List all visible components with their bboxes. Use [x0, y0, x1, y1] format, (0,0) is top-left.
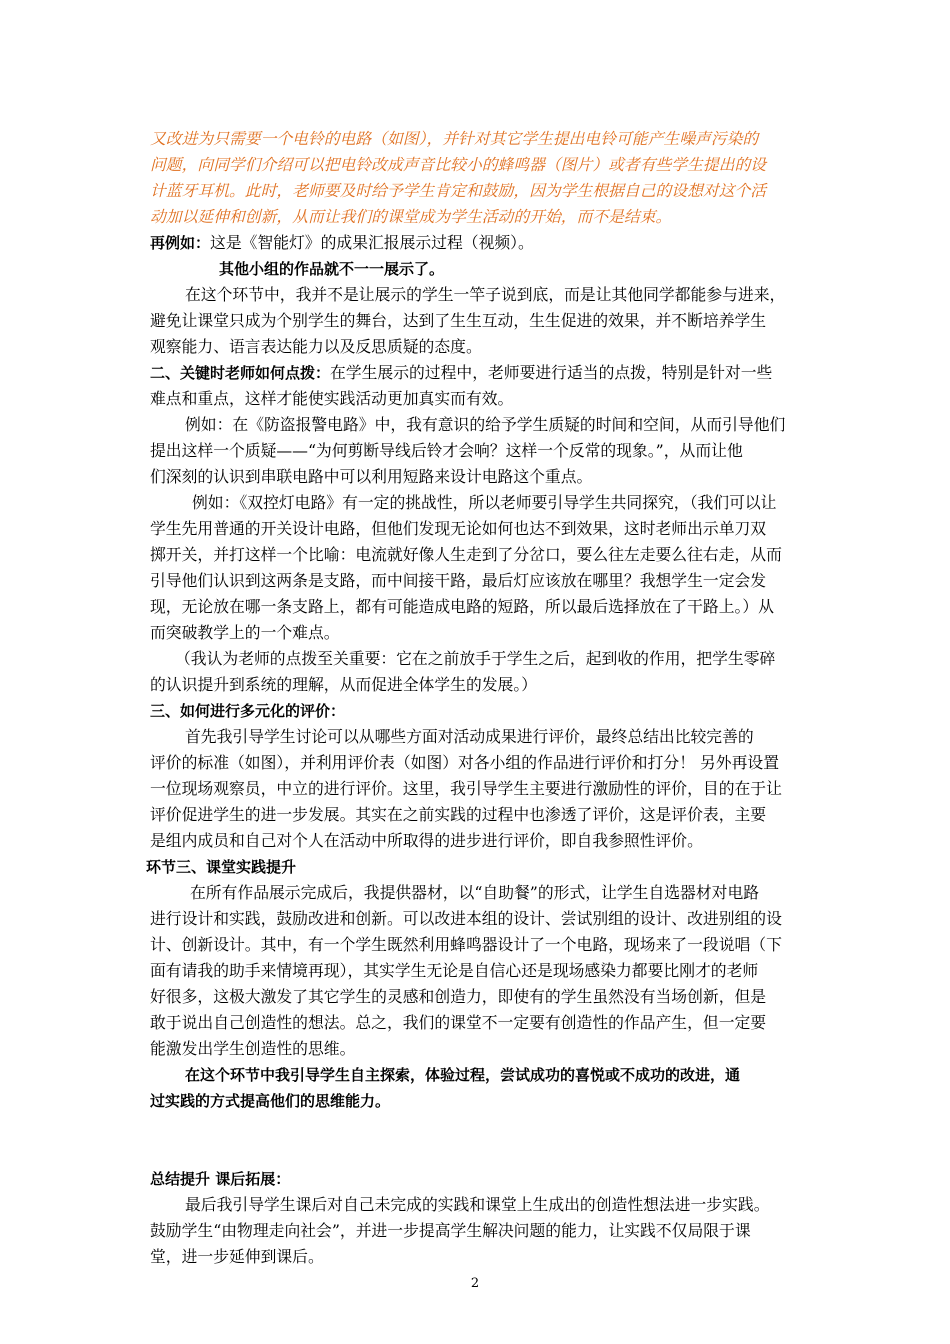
paragraph-line: 是组内成员和自己对个人在活动中所取得的进步进行评价，即自我参照性评价。: [150, 831, 703, 850]
paragraph-line: 观察能力、语言表达能力以及反思质疑的态度。: [150, 337, 482, 356]
summary-line: 过实践的方式提高他们的思维能力。: [150, 1092, 391, 1110]
paragraph-line: 例如：《双控灯电路》有一定的挑战性，所以老师要引导学生共同探究，（我们可以让: [192, 493, 777, 512]
paragraph-line: 难点和重点，这样才能使实践活动更加真实而有效。: [150, 389, 514, 408]
paragraph-line: 例如：在《防盗报警电路》中，我有意识的给予学生质疑的时间和空间，从而引导他们: [185, 415, 786, 434]
paragraph-line: 现，无论放在哪一条支路上，都有可能造成电路的短路，所以最后选择放在了干路上。）从: [150, 597, 774, 616]
summary-line: 在这个环节中我引导学生自主探索，体验过程，尝试成功的喜悦或不成功的改进，通: [185, 1066, 741, 1084]
paragraph-line: 计、创新设计。其中，有一个学生既然利用蜂鸣器设计了一个电路，现场来了一段说唱（下: [150, 935, 782, 954]
paragraph-line: 能激发出学生创造性的思维。: [150, 1039, 356, 1058]
intro-line: 问题，向同学们介绍可以把电铃改成声音比较小的蜂鸣器（图片）或者有些学生提出的设: [150, 155, 767, 174]
paragraph-line: 最后我引导学生课后对自己未完成的实践和课堂上生成出的创造性想法进一步实践。: [185, 1195, 770, 1214]
paragraph-line: 而突破教学上的一个难点。: [150, 623, 340, 642]
paragraph-line: 鼓励学生“由物理走向社会”，并进一步提高学生解决问题的能力，让实践不仅局限于课: [150, 1221, 751, 1240]
paragraph-line: 评价的标准（如图），并利用评价表（如图）对各小组的作品进行评价和打分！ 另外再设置: [150, 753, 779, 772]
paragraph-line: （我认为老师的点拨至关重要：它在之前放手于学生之后，起到收的作用，把学生零碎: [175, 649, 776, 668]
intro-line: 动加以延伸和创新，从而让我们的课堂成为学生活动的开始，而不是结束。: [150, 207, 672, 226]
paragraph-line: 掷开关，并打这样一个比喻：电流就好像人生走到了分岔口，要么往左走要么往右走，从而: [150, 545, 782, 564]
paragraph-line: 的认识提升到系统的理解，从而促进全体学生的发展。）: [150, 675, 538, 694]
link3-heading: 环节三、课堂实践提升: [146, 858, 297, 876]
section2-text: 在学生展示的过程中，老师要进行适当的点拨，特别是针对一些: [330, 363, 773, 382]
paragraph-line: 在这个环节中，我并不是让展示的学生一竿子说到底，而是让其他同学都能参与进来，: [185, 285, 786, 304]
paragraph-line: 评价促进学生的进一步发展。其实在之前实践的过程中也渗透了评价，这是评价表，主要: [150, 805, 767, 824]
section2-heading: 二、关键时老师如何点拨：: [150, 364, 331, 382]
section2-line: [150, 362, 772, 384]
paragraph-line: 在所有作品展示完成后，我提供器材，以“自助餐”的形式，让学生自选器材对电路: [190, 883, 760, 902]
paragraph-line: 进行设计和实践，鼓励改进和创新。可以改进本组的设计、尝试别组的设计、改进别组的设: [150, 909, 782, 928]
paragraph-line: 提出这样一个质疑——“为何剪断导线后铃才会响？这样一个反常的现象。”，从而让他: [150, 441, 743, 460]
intro-line: 计蓝牙耳机。此时，老师要及时给予学生肯定和鼓励，因为学生根据自己的设想对这个活: [150, 181, 767, 200]
example2-line: [150, 232, 534, 254]
intro-line: 又改进为只需要一个电铃的电路（如图），并针对其它学生提出电铃可能产生噪声污染的: [150, 129, 759, 148]
paragraph-line: 一位现场观察员，中立的进行评价。这里，我引导学生主要进行激励性的评价，目的在于让: [150, 779, 782, 798]
paragraph-line: 敢于说出自己创造性的想法。总之，我们的课堂不一定要有创造性的作品产生，但一定要: [150, 1013, 767, 1032]
paragraph-line: 学生先用普通的开关设计电路，但他们发现无论如何也达不到效果，这时老师出示单刀双: [150, 519, 767, 538]
paragraph-line: 好很多，这极大激发了其它学生的灵感和创造力，即使有的学生虽然没有当场创新，但是: [150, 987, 767, 1006]
paragraph-line: 堂，进一步延伸到课后。: [150, 1247, 324, 1266]
conclusion-heading: 总结提升 课后拓展：: [150, 1170, 291, 1188]
other-groups-note: 其他小组的作品就不一一展示了。: [219, 260, 445, 278]
example2-text: 这是《智能灯》的成果汇报展示过程（视频）。: [210, 233, 534, 252]
paragraph-line: 们深刻的认识到串联电路中可以利用短路来设计电路这个重点。: [150, 467, 593, 486]
paragraph-line: 避免让课堂只成为个别学生的舞台，达到了生生互动，生生促进的效果，并不断培养学生: [150, 311, 767, 330]
paragraph-line: 首先我引导学生讨论可以从哪些方面对活动成果进行评价，最终总结出比较完善的: [185, 727, 754, 746]
section3-heading: 三、如何进行多元化的评价：: [150, 702, 346, 720]
paragraph-line: 面有请我的助手来情境再现），其实学生无论是自信心还是现场感染力都要比刚才的老师: [150, 961, 759, 980]
example2-label: 再例如：: [150, 234, 211, 252]
paragraph-line: 引导他们认识到这两条是支路，而中间接干路，最后灯应该放在哪里？我想学生一定会发: [150, 571, 767, 590]
page-number: 2: [470, 1276, 480, 1291]
